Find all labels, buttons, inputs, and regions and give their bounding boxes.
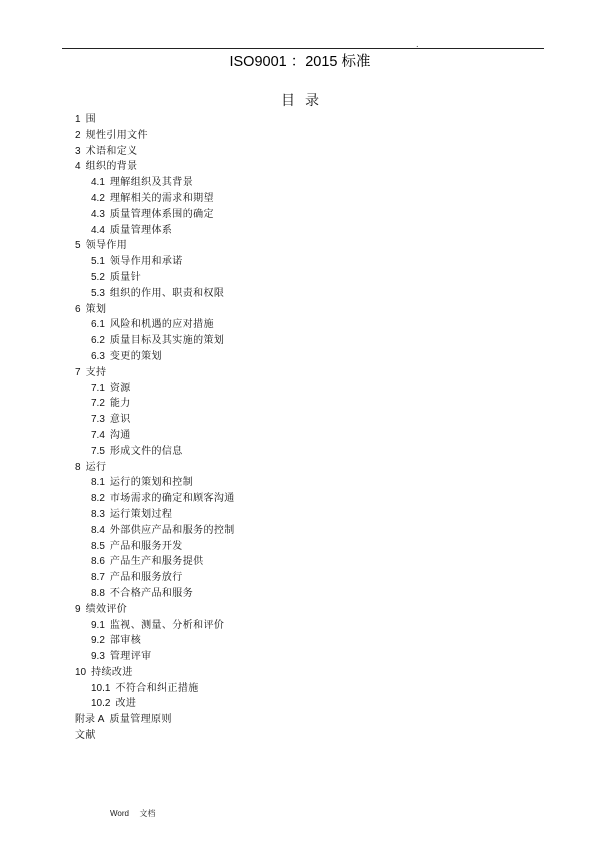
document-title: ISO9001 ：2015 标准 (229, 54, 371, 70)
toc-entry-number: 8.2 (91, 493, 105, 505)
toc-entry[interactable] (75, 128, 235, 144)
toc-entry-number: 10 (75, 666, 87, 678)
toc-entry-label: 运行 (85, 461, 107, 473)
toc-entry[interactable] (75, 223, 235, 239)
toc-entry-label: 改进 (115, 698, 137, 710)
toc-entry[interactable] (75, 207, 235, 223)
toc-entry-label: 术语和定义 (85, 145, 138, 157)
toc-entry-number: 7 (75, 366, 81, 378)
toc-entry[interactable] (75, 539, 235, 555)
toc-entry[interactable] (75, 238, 235, 254)
toc-entry-number: 8 (75, 461, 81, 473)
toc-entry[interactable] (75, 317, 235, 333)
toc-entry[interactable] (75, 570, 235, 586)
toc-entry-label: 产品和服务放行 (109, 572, 183, 584)
toc-entry-number: 3 (75, 145, 81, 157)
toc-entry-number: 8.3 (91, 508, 105, 520)
toc-entry-number: 5 (75, 240, 81, 252)
toc-entry[interactable] (75, 286, 235, 302)
toc-entry[interactable] (75, 191, 235, 207)
toc-entry[interactable] (75, 381, 235, 397)
toc-entry[interactable] (75, 602, 235, 618)
toc-entry[interactable] (75, 523, 235, 539)
toc-entry[interactable] (75, 412, 235, 428)
toc-entry[interactable] (75, 712, 235, 728)
toc-entry-number: 6 (75, 303, 81, 315)
header-mark: . (416, 40, 419, 49)
toc-entry-label: 不符合和纠正措施 (115, 682, 199, 694)
toc-entry-number: 6.1 (91, 319, 105, 331)
toc-entry-label: 不合格产品和服务 (109, 587, 194, 599)
toc-entry-number: 5.1 (91, 256, 105, 268)
toc-entry-label: 质量针 (109, 271, 142, 283)
toc-entry[interactable] (75, 649, 235, 665)
toc-entry-label: 质量管理体系 (109, 224, 173, 236)
toc-entry[interactable] (75, 254, 235, 270)
toc-entry-number: 4 (75, 161, 81, 173)
toc-entry-label: 外部供应产品和服务的控制 (109, 524, 235, 536)
header-rule (62, 48, 544, 49)
toc-entry-number: 8.7 (91, 572, 105, 584)
toc-entry-label: 组织的作用、职责和权限 (109, 287, 225, 299)
toc-entry-label: 文献 (75, 730, 96, 742)
toc-entry-label: 支持 (85, 366, 107, 378)
toc-entry[interactable] (75, 159, 235, 175)
toc-entry-label: 形成文件的信息 (109, 445, 183, 457)
toc-entry-label: 理解组织及其背景 (109, 177, 194, 189)
toc-entry-label: 质量管理原则 (109, 714, 172, 726)
toc-entry-number: 8.1 (91, 477, 105, 489)
toc-entry[interactable] (75, 665, 235, 681)
toc-entry-number: 7.3 (91, 414, 105, 426)
toc-entry-label: 规性引用文件 (85, 129, 148, 141)
toc-entry[interactable] (75, 444, 235, 460)
toc-entry-label: 部审核 (109, 635, 142, 647)
toc-entry[interactable] (75, 302, 235, 318)
toc-entry-label: 理解相关的需求和期望 (109, 192, 214, 204)
toc-entry[interactable] (75, 333, 235, 349)
toc-entry[interactable] (75, 460, 235, 476)
toc-entry-label: 绩效评价 (85, 603, 128, 615)
toc-entry[interactable] (75, 681, 235, 697)
toc-entry[interactable] (75, 175, 235, 191)
toc-entry-number: 5.3 (91, 287, 105, 299)
toc-entry-label: 围 (85, 114, 96, 125)
toc-entry-label: 运行策划过程 (109, 508, 173, 520)
toc-entry-number: 9.2 (91, 635, 105, 647)
toc-entry-number: 8.5 (91, 540, 105, 552)
toc-entry-number: 4.4 (91, 224, 105, 236)
toc-entry-label: 监视、测量、分析和评价 (109, 619, 225, 631)
toc-entry-label: 意识 (109, 414, 131, 426)
toc-entry-label: 沟通 (109, 429, 131, 441)
toc-entry-number: 10.1 (91, 682, 111, 694)
toc-entry[interactable] (75, 144, 235, 160)
toc-entry[interactable] (75, 633, 235, 649)
toc-entry[interactable] (75, 586, 235, 602)
toc-entry-label: 领导作用 (85, 240, 128, 252)
toc-entry[interactable] (75, 554, 235, 570)
toc-entry-number: 7.2 (91, 398, 105, 410)
toc-entry-label: 质量管理体系围的确定 (109, 208, 214, 220)
toc-entry-label: 管理评审 (109, 651, 152, 663)
toc-entry-label: 产品和服务开发 (109, 540, 183, 552)
toc-entry-number: 6.3 (91, 350, 105, 362)
toc-entry[interactable] (75, 349, 235, 365)
toc-entry-label: 资源 (109, 382, 131, 394)
toc-entry-number: 5.2 (91, 271, 105, 283)
toc-entry-number: 4.2 (91, 192, 105, 204)
toc-entry-label: 产品生产和服务提供 (109, 556, 204, 568)
toc-entry[interactable] (75, 365, 235, 381)
toc-entry[interactable] (75, 696, 235, 712)
toc-entry-number: 10.2 (91, 698, 111, 710)
toc-entry-label: 风险和机遇的应对措施 (109, 319, 214, 331)
toc-entry-label: 组织的背景 (85, 161, 138, 173)
toc-entry-number: 8.4 (91, 524, 105, 536)
toc-entry[interactable] (75, 475, 235, 491)
toc-entry[interactable] (75, 728, 235, 744)
toc-entry-number: 2 (75, 129, 81, 141)
toc-entry-label: 领导作用和承诺 (109, 256, 183, 268)
toc-entry-label: 策划 (85, 303, 107, 315)
toc-entry-label: 质量目标及其实施的策划 (109, 335, 225, 347)
toc-entry-number: 4.1 (91, 177, 105, 189)
toc-entry-number: 9 (75, 603, 81, 615)
toc-entry-number: 8.8 (91, 587, 105, 599)
toc-entry-label: 能力 (109, 398, 131, 410)
toc-entry-number: 7.1 (91, 382, 105, 394)
toc-heading: 目录 (281, 93, 329, 109)
toc-entry-number: 7.5 (91, 445, 105, 457)
toc-entry-number: 附录 A (75, 714, 105, 726)
toc-entry-number: 7.4 (91, 429, 105, 441)
toc-entry-label: 市场需求的确定和顾客沟通 (109, 493, 235, 505)
toc-entry-number: 9.1 (91, 619, 105, 631)
toc-entry-number: 4.3 (91, 208, 105, 220)
page-footer (110, 808, 156, 819)
toc-entry-number: 6.2 (91, 335, 105, 347)
table-of-contents (75, 112, 235, 744)
toc-entry[interactable] (75, 618, 235, 634)
footer-app-name: Word (110, 809, 129, 818)
toc-entry[interactable] (75, 507, 235, 523)
toc-entry[interactable] (75, 396, 235, 412)
toc-entry-number: 9.3 (91, 651, 105, 663)
toc-entry[interactable] (75, 112, 235, 128)
toc-entry[interactable] (75, 491, 235, 507)
footer-doc-label: 文档 (139, 809, 156, 818)
toc-entry[interactable] (75, 270, 235, 286)
toc-entry-label: 运行的策划和控制 (109, 477, 194, 489)
toc-entry-number: 8.6 (91, 556, 105, 568)
toc-entry-label: 持续改进 (91, 666, 133, 678)
toc-entry[interactable] (75, 428, 235, 444)
toc-entry-number: 1 (75, 114, 81, 125)
toc-entry-label: 变更的策划 (109, 350, 162, 362)
